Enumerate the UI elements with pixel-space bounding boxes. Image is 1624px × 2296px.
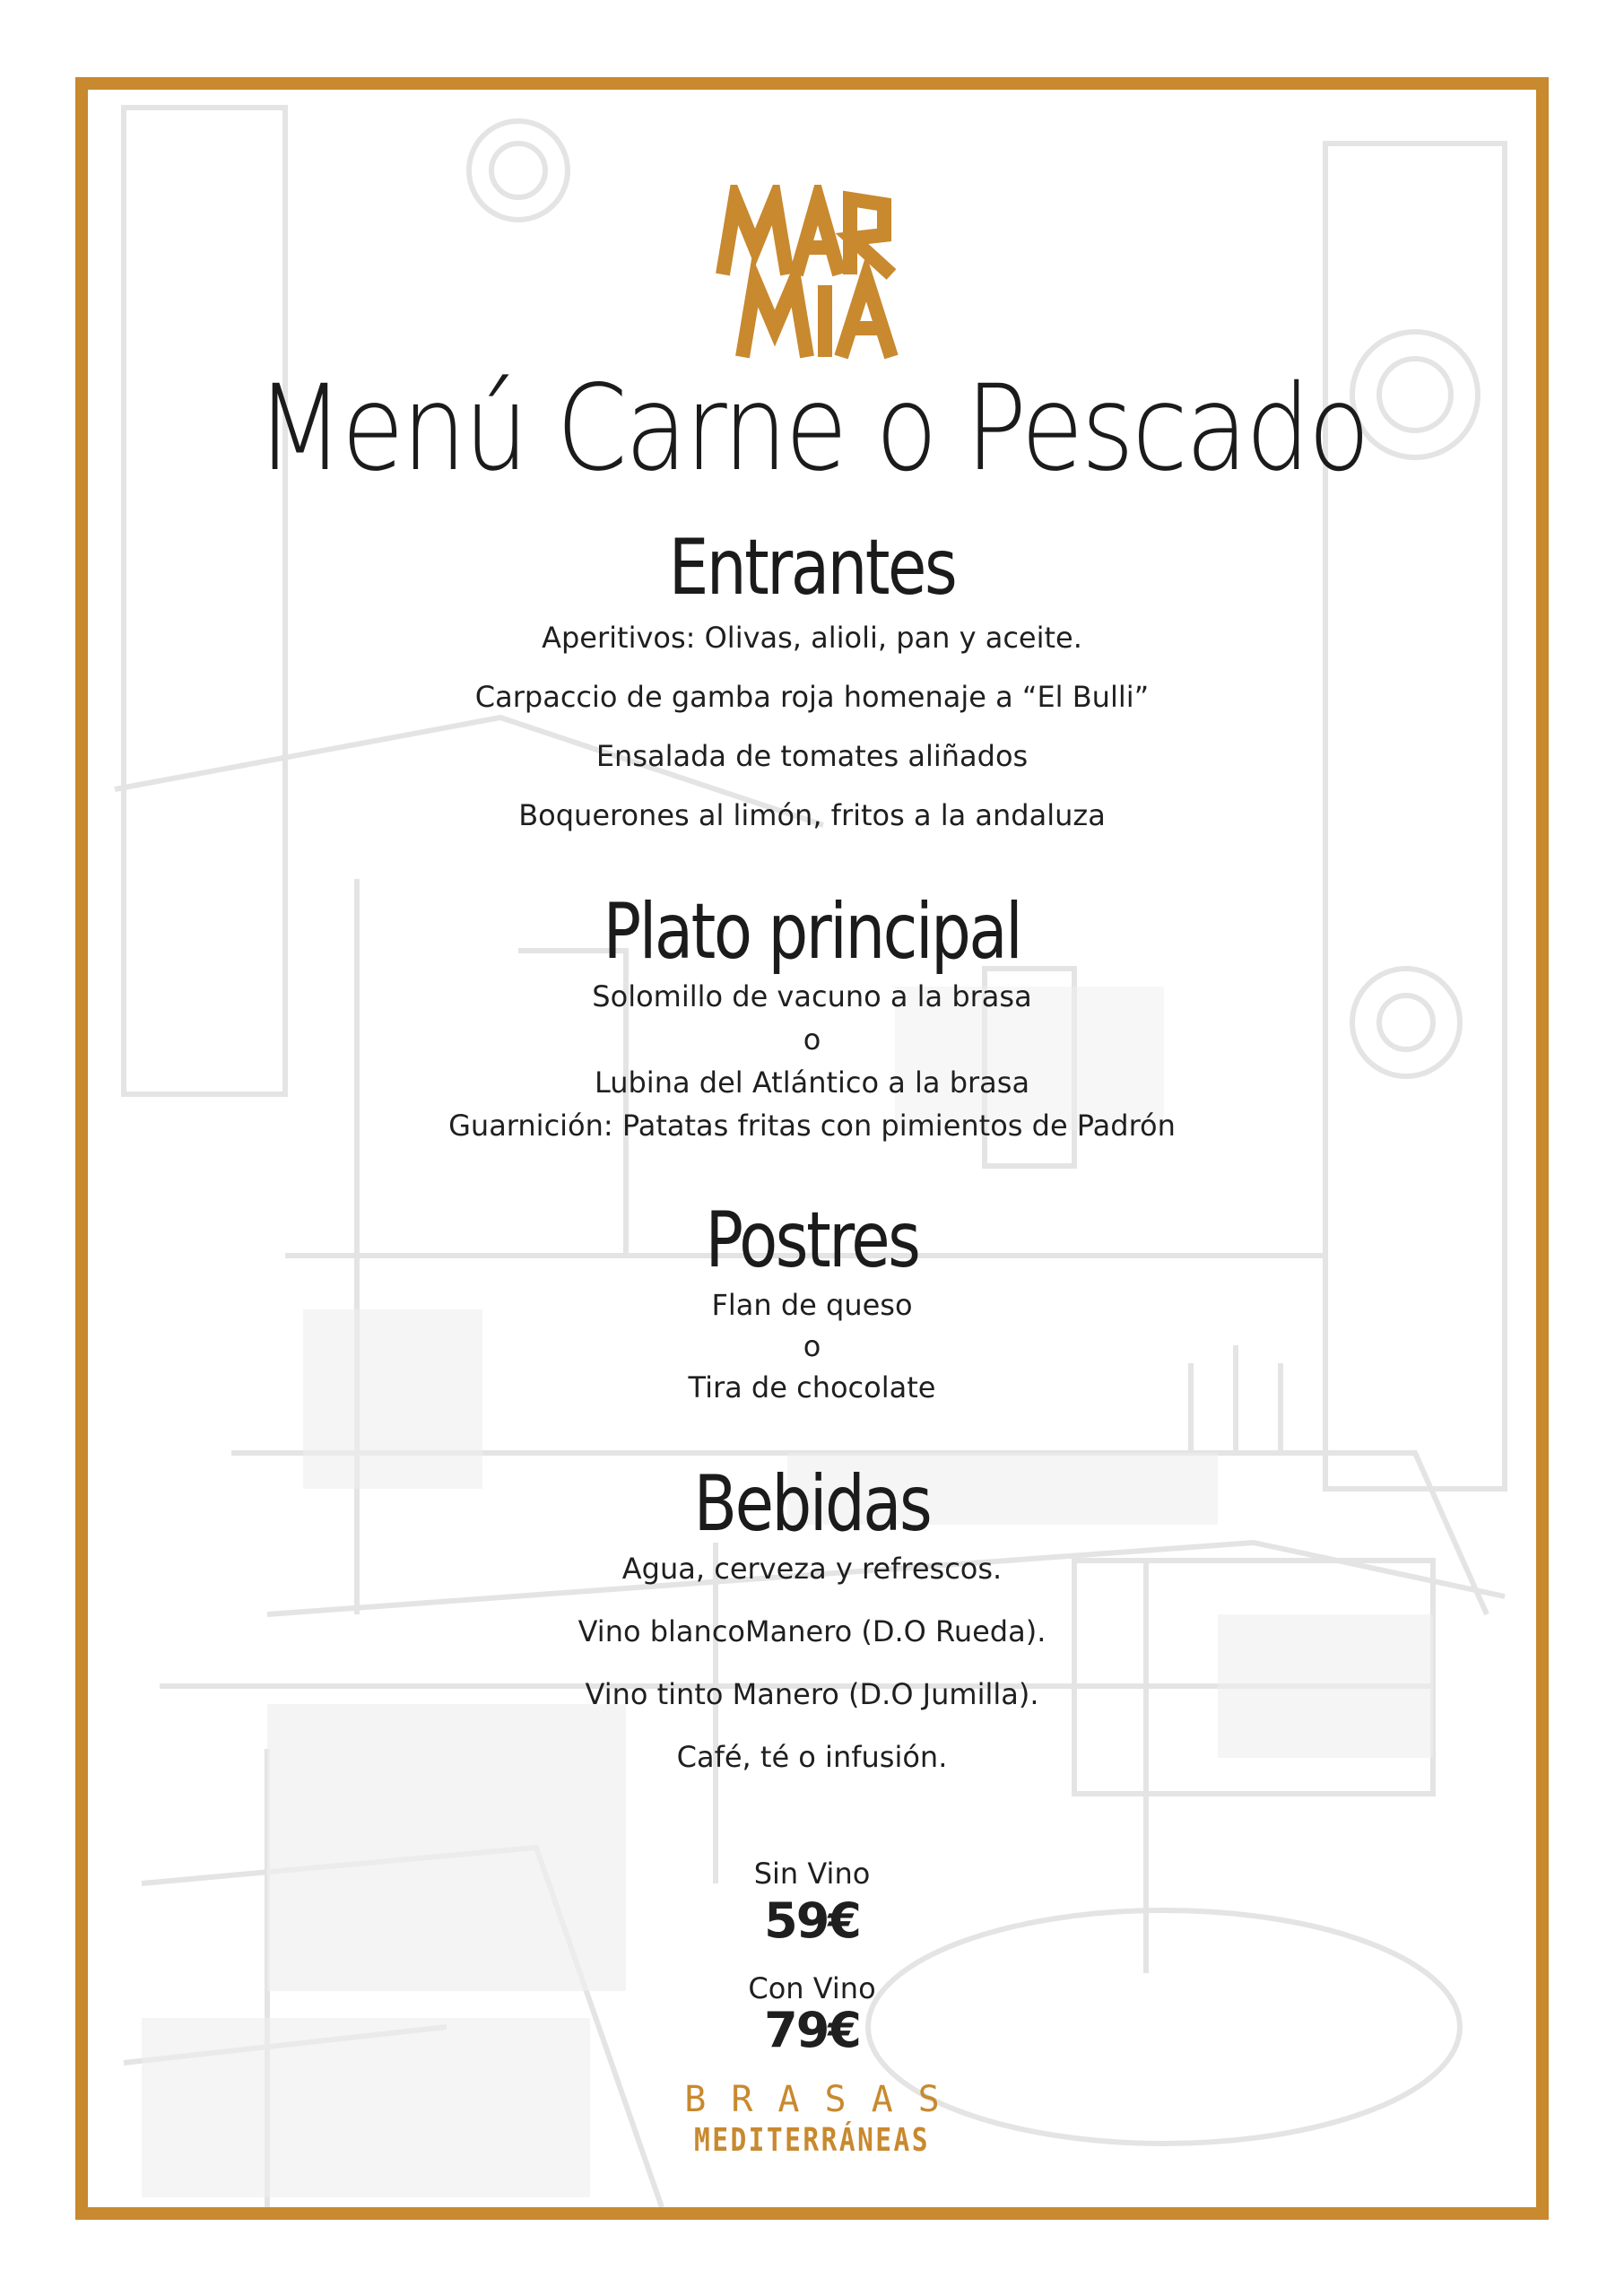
section-heading-bebidas: Bebidas [693,1459,931,1549]
menu-item: Lubina del Atlántico a la brasa [594,1065,1030,1100]
marmia-logo [716,185,922,364]
menu-frame [75,77,1549,2220]
menu-item: Café, té o infusión. [676,1740,948,1774]
menu-item: Vino tinto Manero (D.O Jumilla). [585,1677,1039,1711]
menu-item: Aperitivos: Olivas, alioli, pan y aceite. [542,621,1082,655]
menu-item: Solomillo de vacuno a la brasa [592,979,1032,1013]
menu-item: Flan de queso [711,1288,913,1322]
menu-item-separator: o [803,1329,821,1363]
menu-item: Tira de chocolate [688,1370,936,1405]
menu-title: Menú Carne o Pescado [256,360,1368,498]
menu-item: Carpaccio de gamba roja homenaje a “El Bulli” [474,680,1150,714]
menu-item: Agua, cerveza y refrescos. [621,1552,1003,1586]
price-value-con-vino: 79€ [764,2002,860,2058]
menu-item-separator: o [803,1022,821,1057]
footer-brand-line1: BRASAS [684,2079,965,2120]
section-heading-entrantes: Entrantes [668,523,956,613]
price-label-con-vino: Con Vino [748,1971,876,2005]
footer-brand-line2: MEDITERRÁNEAS [693,2122,931,2159]
section-heading-postres: Postres [705,1196,919,1285]
menu-item: Boquerones al limón, fritos a la andaluza [518,798,1106,832]
menu-item: Guarnición: Patatas fritas con pimientos de Padrón [448,1109,1176,1143]
price-label-sin-vino: Sin Vino [753,1857,871,1891]
menu-item: Ensalada de tomates aliñados [595,739,1029,773]
menu-content [88,90,1536,2207]
price-value-sin-vino: 59€ [764,1892,860,1949]
section-heading-principal: Plato principal [603,887,1021,977]
menu-item: Vino blancoManero (D.O Rueda). [578,1614,1046,1648]
